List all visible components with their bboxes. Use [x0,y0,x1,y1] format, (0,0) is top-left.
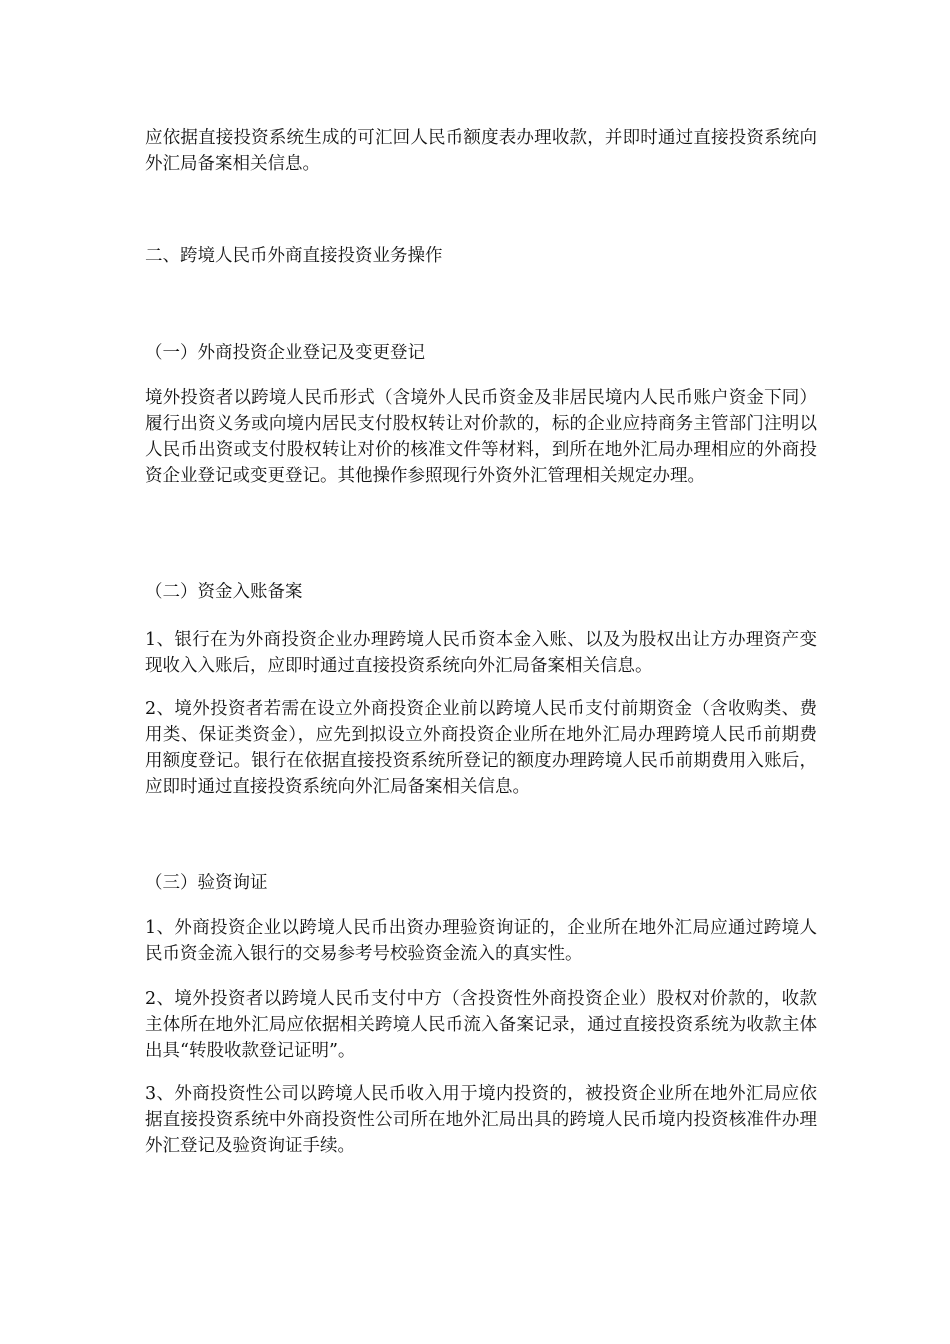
paragraph-2-2-item-1: 1、银行在为外商投资企业办理跨境人民币资本金入账、以及为股权出让方办理资产变现收入入账后，应即时通过直接投资系统向外汇局备案相关信息。 [145,630,817,676]
paragraph-2-2-item-2: 2、境外投资者若需在设立外商投资企业前以跨境人民币支付前期资金（含收购类、费用类、保证类资金），应先到拟设立外商投资企业所在地外汇局办理跨境人民币前期费用额度登记。银行在依据直接投资系统所登记的额度办理跨境人民币前期费用入账后，应即时通过直接投资系统向外汇局备案相关信息。 [145,699,817,797]
paragraph-2-3-item-2: 2、境外投资者以跨境人民币支付中方（含投资性外商投资企业）股权对价款的，收款主体所在地外汇局应依据相关跨境人民币流入备案记录，通过直接投资系统为收款主体出具“转股收款登记证明”。 [145,989,817,1061]
paragraph-2-1: 境外投资者以跨境人民币形式（含境外人民币资金及非居民境内人民币账户资金下同）履行出资义务或向境内居民支付股权转让对价款的，标的企业应持商务主管部门注明以人民币出资或支付股权转让对价的核准文件等材料，到所在地外汇局办理相应的外商投资企业登记或变更登记。其他操作参照现行外资外汇管理相关规定办理。 [145,388,817,486]
paragraph-2-3-item-3: 3、外商投资性公司以跨境人民币收入用于境内投资的，被投资企业所在地外汇局应依据直接投资系统中外商投资性公司所在地外汇局出具的跨境人民币境内投资核准件办理外汇登记及验资询证手续。 [145,1084,817,1156]
subsection-heading-2-2: （二）资金入账备案 [145,582,303,602]
subsection-heading-2-1: （一）外商投资企业登记及变更登记 [145,343,425,363]
subsection-heading-2-3: （三）验资询证 [145,873,268,893]
paragraph-intro: 应依据直接投资系统生成的可汇回人民币额度表办理收款，并即时通过直接投资系统向外汇局备案相关信息。 [145,128,817,174]
section-heading-2: 二、跨境人民币外商直接投资业务操作 [145,246,443,266]
paragraph-2-3-item-1: 1、外商投资企业以跨境人民币出资办理验资询证的，企业所在地外汇局应通过跨境人民币资金流入银行的交易参考号校验资金流入的真实性。 [145,918,817,964]
